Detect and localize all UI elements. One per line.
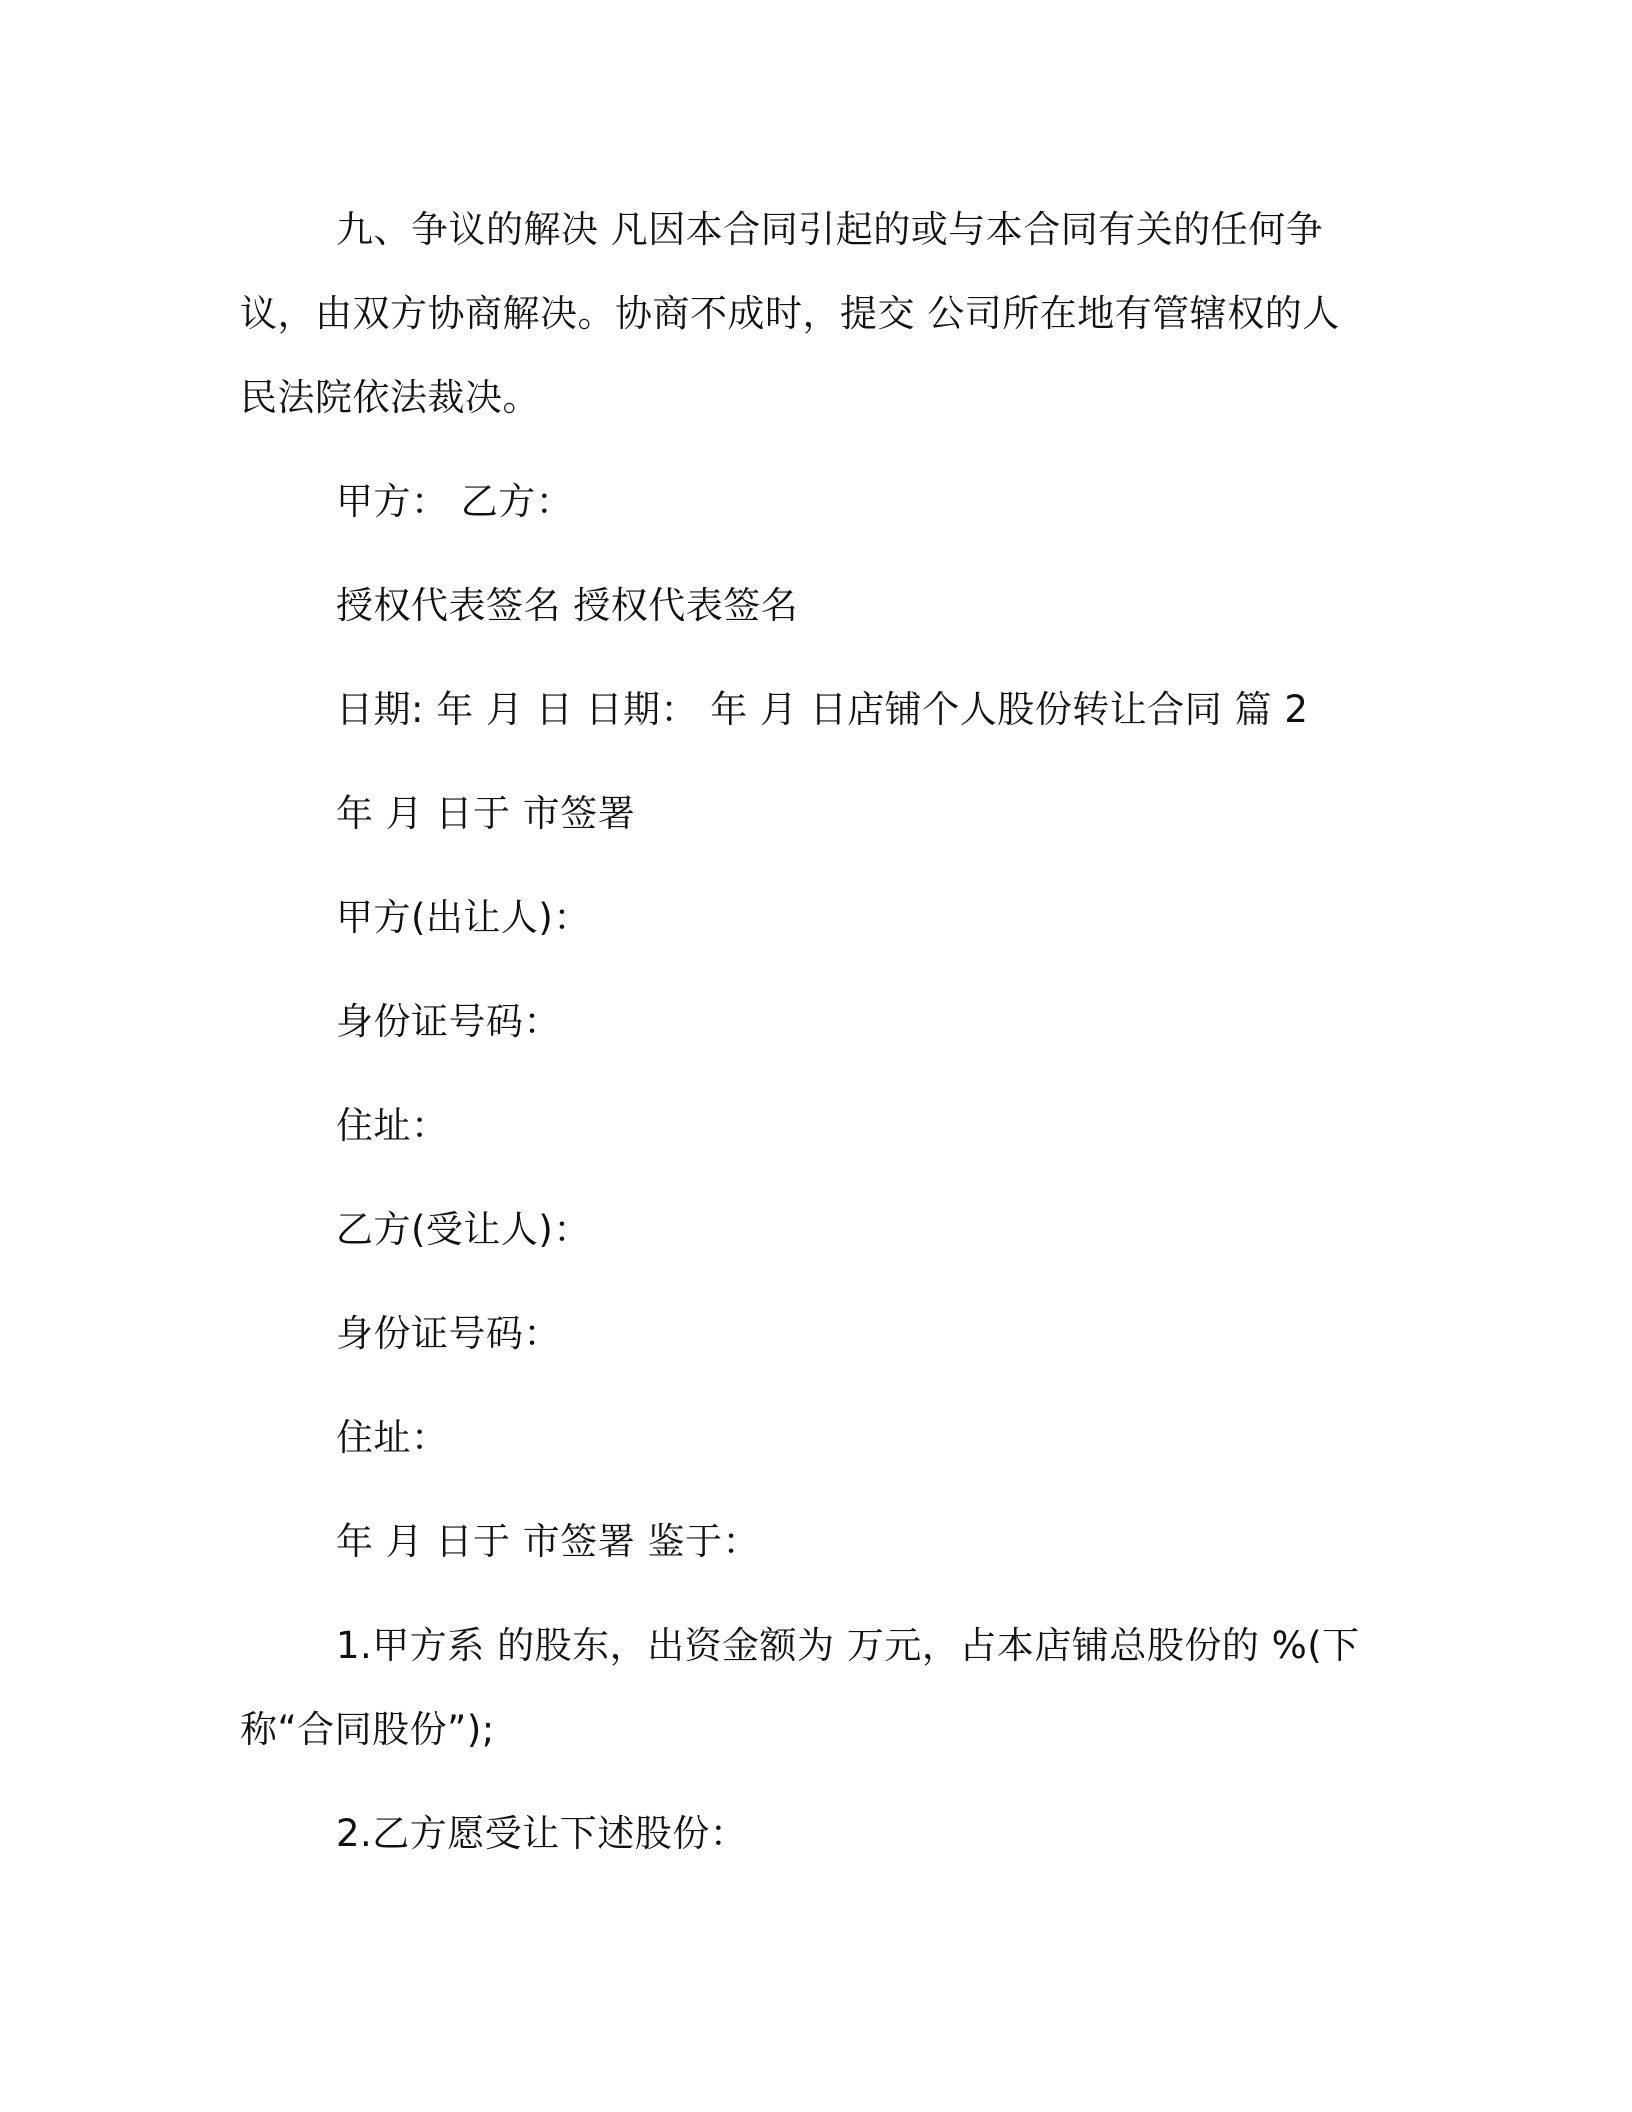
recital-2: 2.乙方愿受让下述股份： xyxy=(336,1812,748,1855)
party-a-address: 住址： xyxy=(336,1104,449,1147)
party-b-address: 住址： xyxy=(336,1416,449,1459)
document-body xyxy=(240,188,1370,1896)
party-a-transferor: 甲方(出让人)： xyxy=(336,896,591,939)
signature-labels: 授权代表签名 授权代表签名 xyxy=(336,584,799,627)
signing-place-line: 年 月 日于 市签署 xyxy=(336,792,636,835)
party-labels: 甲方： 乙方： xyxy=(336,480,574,523)
party-b-transferee: 乙方(受让人)： xyxy=(336,1208,591,1251)
party-b-id-number: 身份证号码： xyxy=(336,1312,561,1355)
party-a-id-number: 身份证号码： xyxy=(336,1000,561,1043)
clause-dispute-resolution: 九、争议的解决 凡因本合同引起的或与本合同有关的任何争议，由双方协商解决。协商不成时，提交 公司所在地有管辖权的人民法院依法裁决。 xyxy=(240,208,1340,419)
date-and-title-line: 日期: 年 月 日 日期： 年 月 日店铺个人股份转让合同 篇 2 xyxy=(336,688,1309,731)
recital-1: 1.甲方系 的股东，出资金额为 万元，占本店铺总股份的 %(下称“合同股份”); xyxy=(240,1624,1360,1751)
whereas-line: 年 月 日于 市签署 鉴于： xyxy=(336,1520,761,1563)
